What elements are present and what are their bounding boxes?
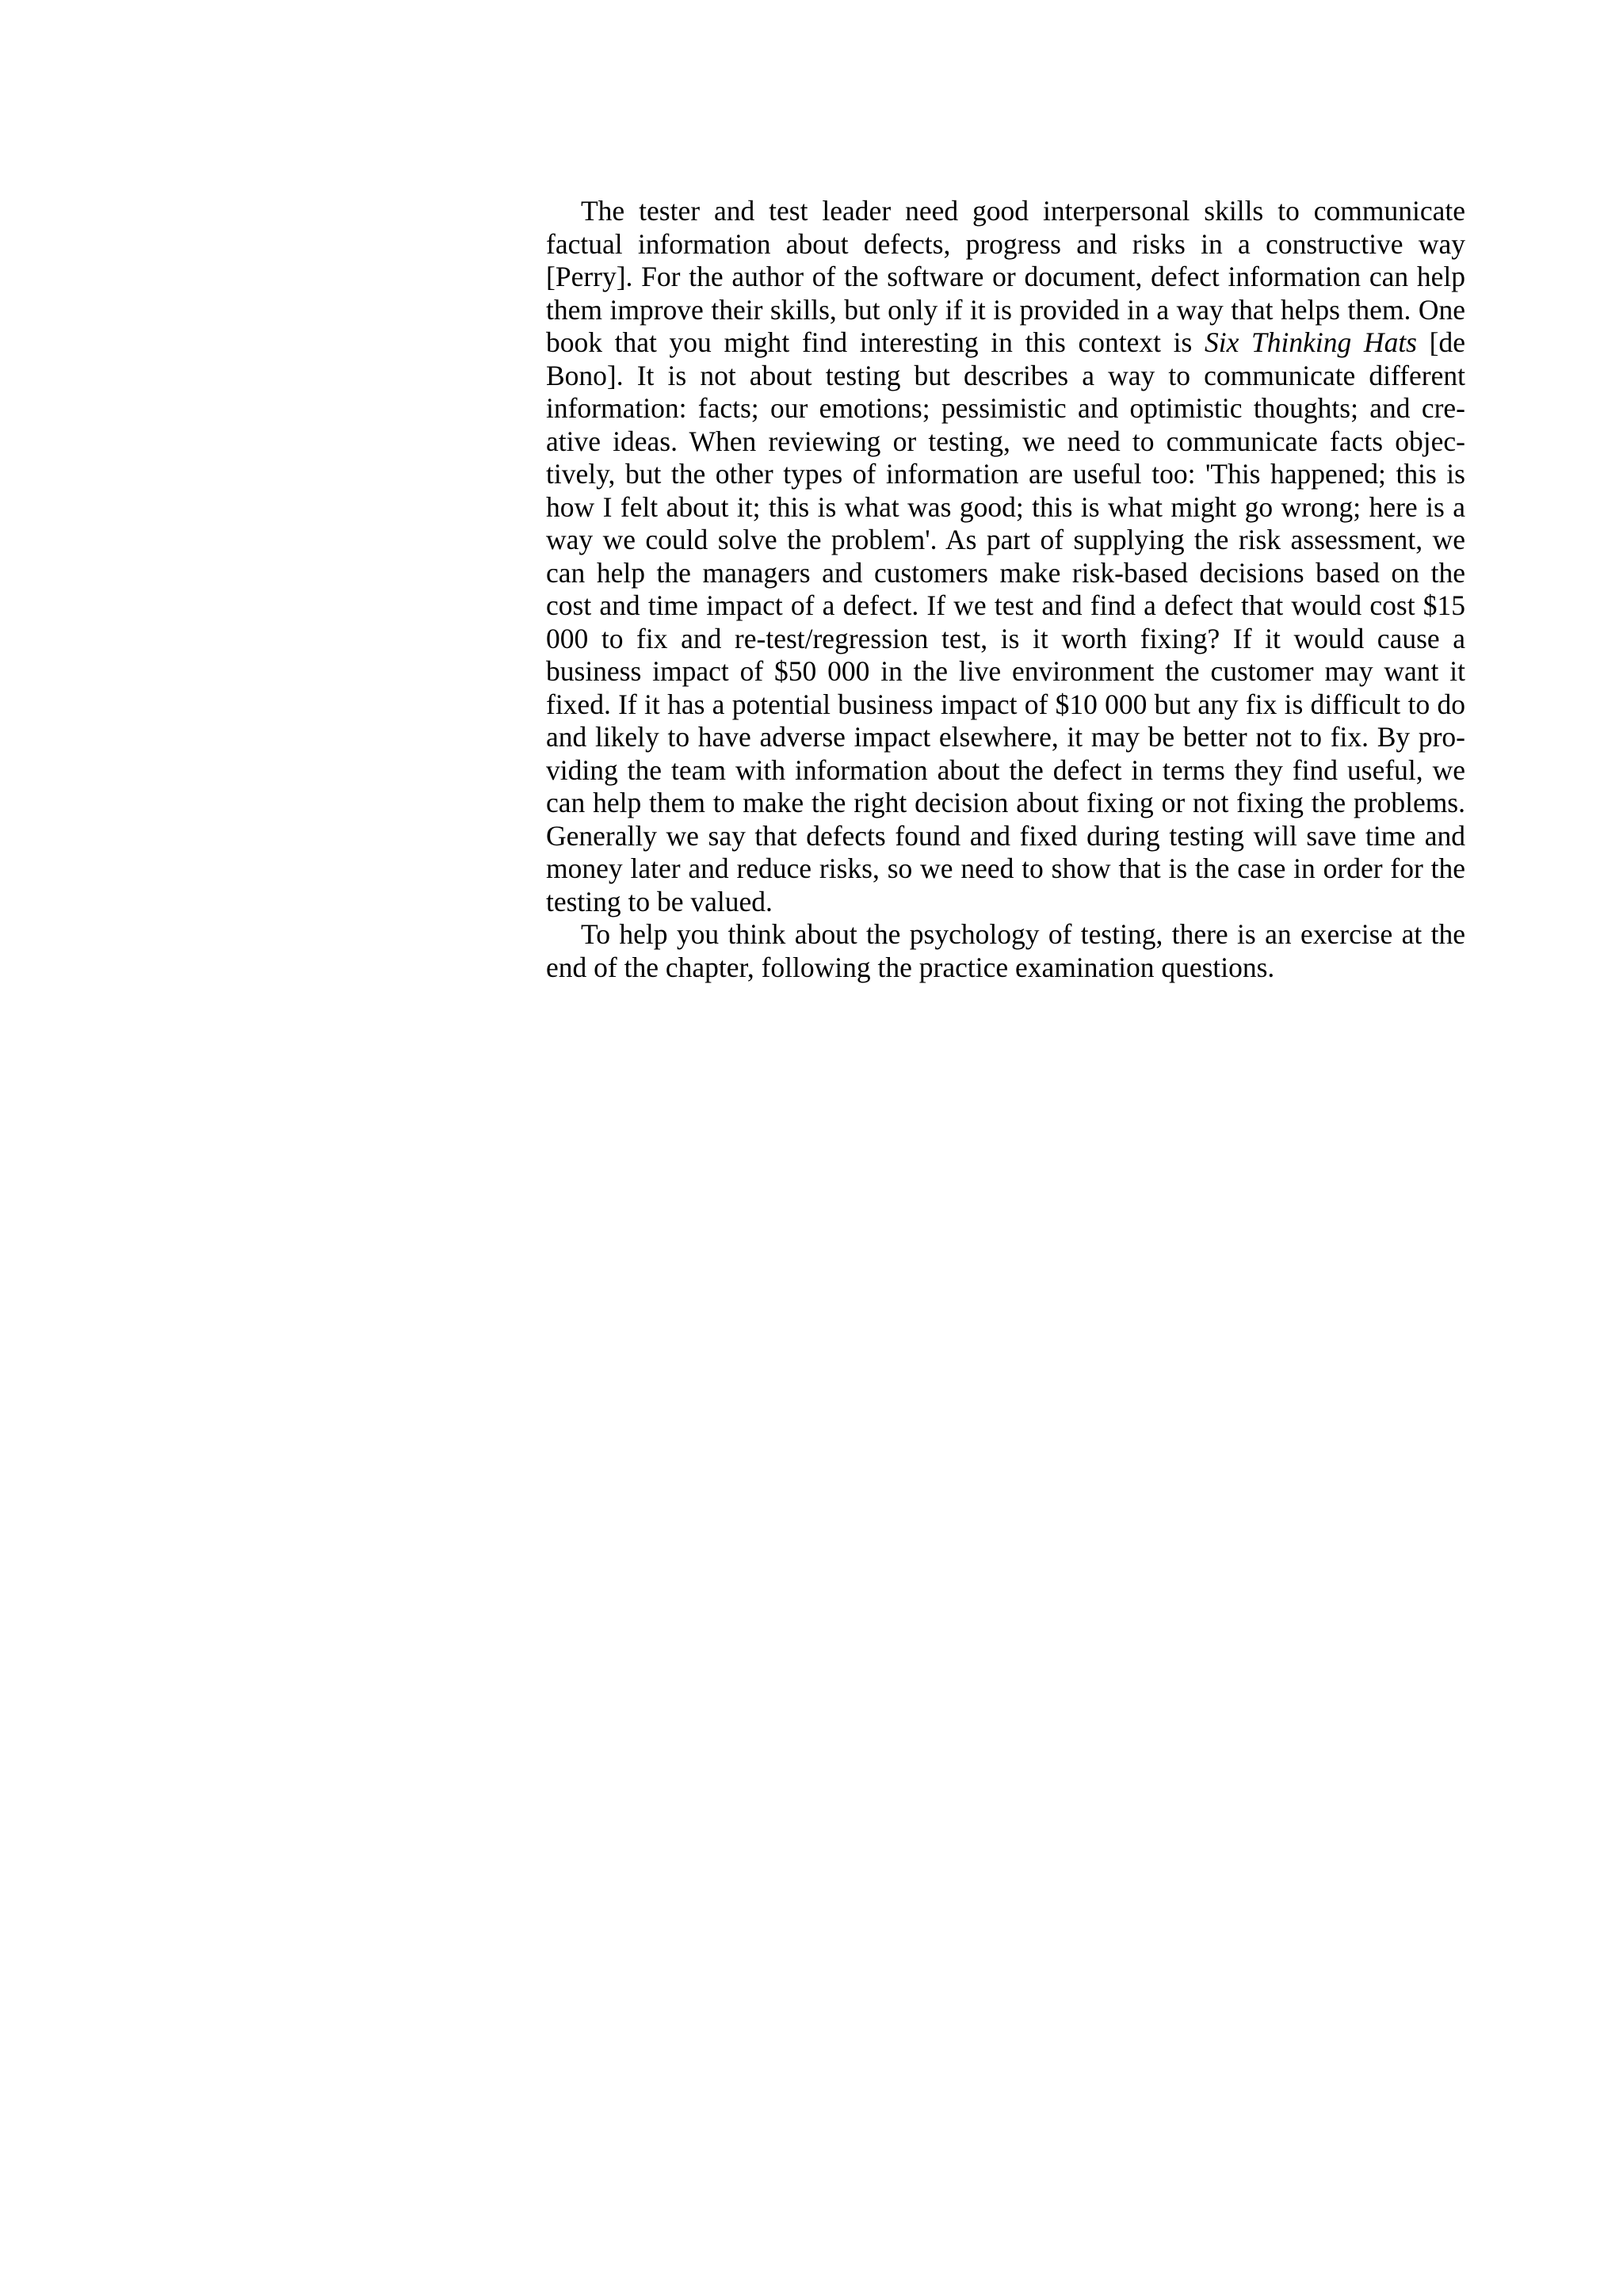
body-text xyxy=(546,195,1465,984)
book-title: Six Thinking Hats xyxy=(1205,326,1417,358)
paragraph-interpersonal-skills xyxy=(546,195,1465,918)
paragraph-exercise-note xyxy=(546,918,1465,984)
paragraph-text-part: The tester and test leader need good interpersonal skills to communicate factual information about defects, progress and risks in a constructive way [Perry]. For the author of the software or document, defect information can help them improve their skills, but only if it is provided in a way that helps them. One book that you might find interesting in this context is xyxy=(546,195,1465,358)
paragraph-text: To help you think about the psychology of testing, there is an exercise at the end of the chapter, following the practice examination questions. xyxy=(546,918,1465,983)
paragraph-text-part: [de Bono]. It is not about testing but describes a way to communicate different information: facts; our emotions; pessimistic and optimistic thoughts; and creative ideas. When reviewing or testing, we need to communicate facts objectively, but the other types of information are useful too: 'This happened; this is how I felt about it; this is what was good; this is what might go wrong; here is a way we could solve the problem'. As part of supplying the risk assessment, we can help the managers and customers make risk-based decisions based on the cost and time impact of a defect. If we test and find a defect that would cost $15 000 to fix and re-test/regression test, is it worth fixing? If it would cause a business impact of $50 000 in the live environment the customer may want it fixed. If it has a potential business impact of $10 000 but any fix is difficult to do and likely to have adverse impact elsewhere, it may be better not to fix. By providing the team with information about the defect in terms they find useful, we can help them to make the right decision about fixing or not fixing the problems. Generally we say that defects found and fixed during testing will save time and money later and reduce risks, so we need to show that is the case in order for the testing to be valued. xyxy=(546,326,1465,917)
